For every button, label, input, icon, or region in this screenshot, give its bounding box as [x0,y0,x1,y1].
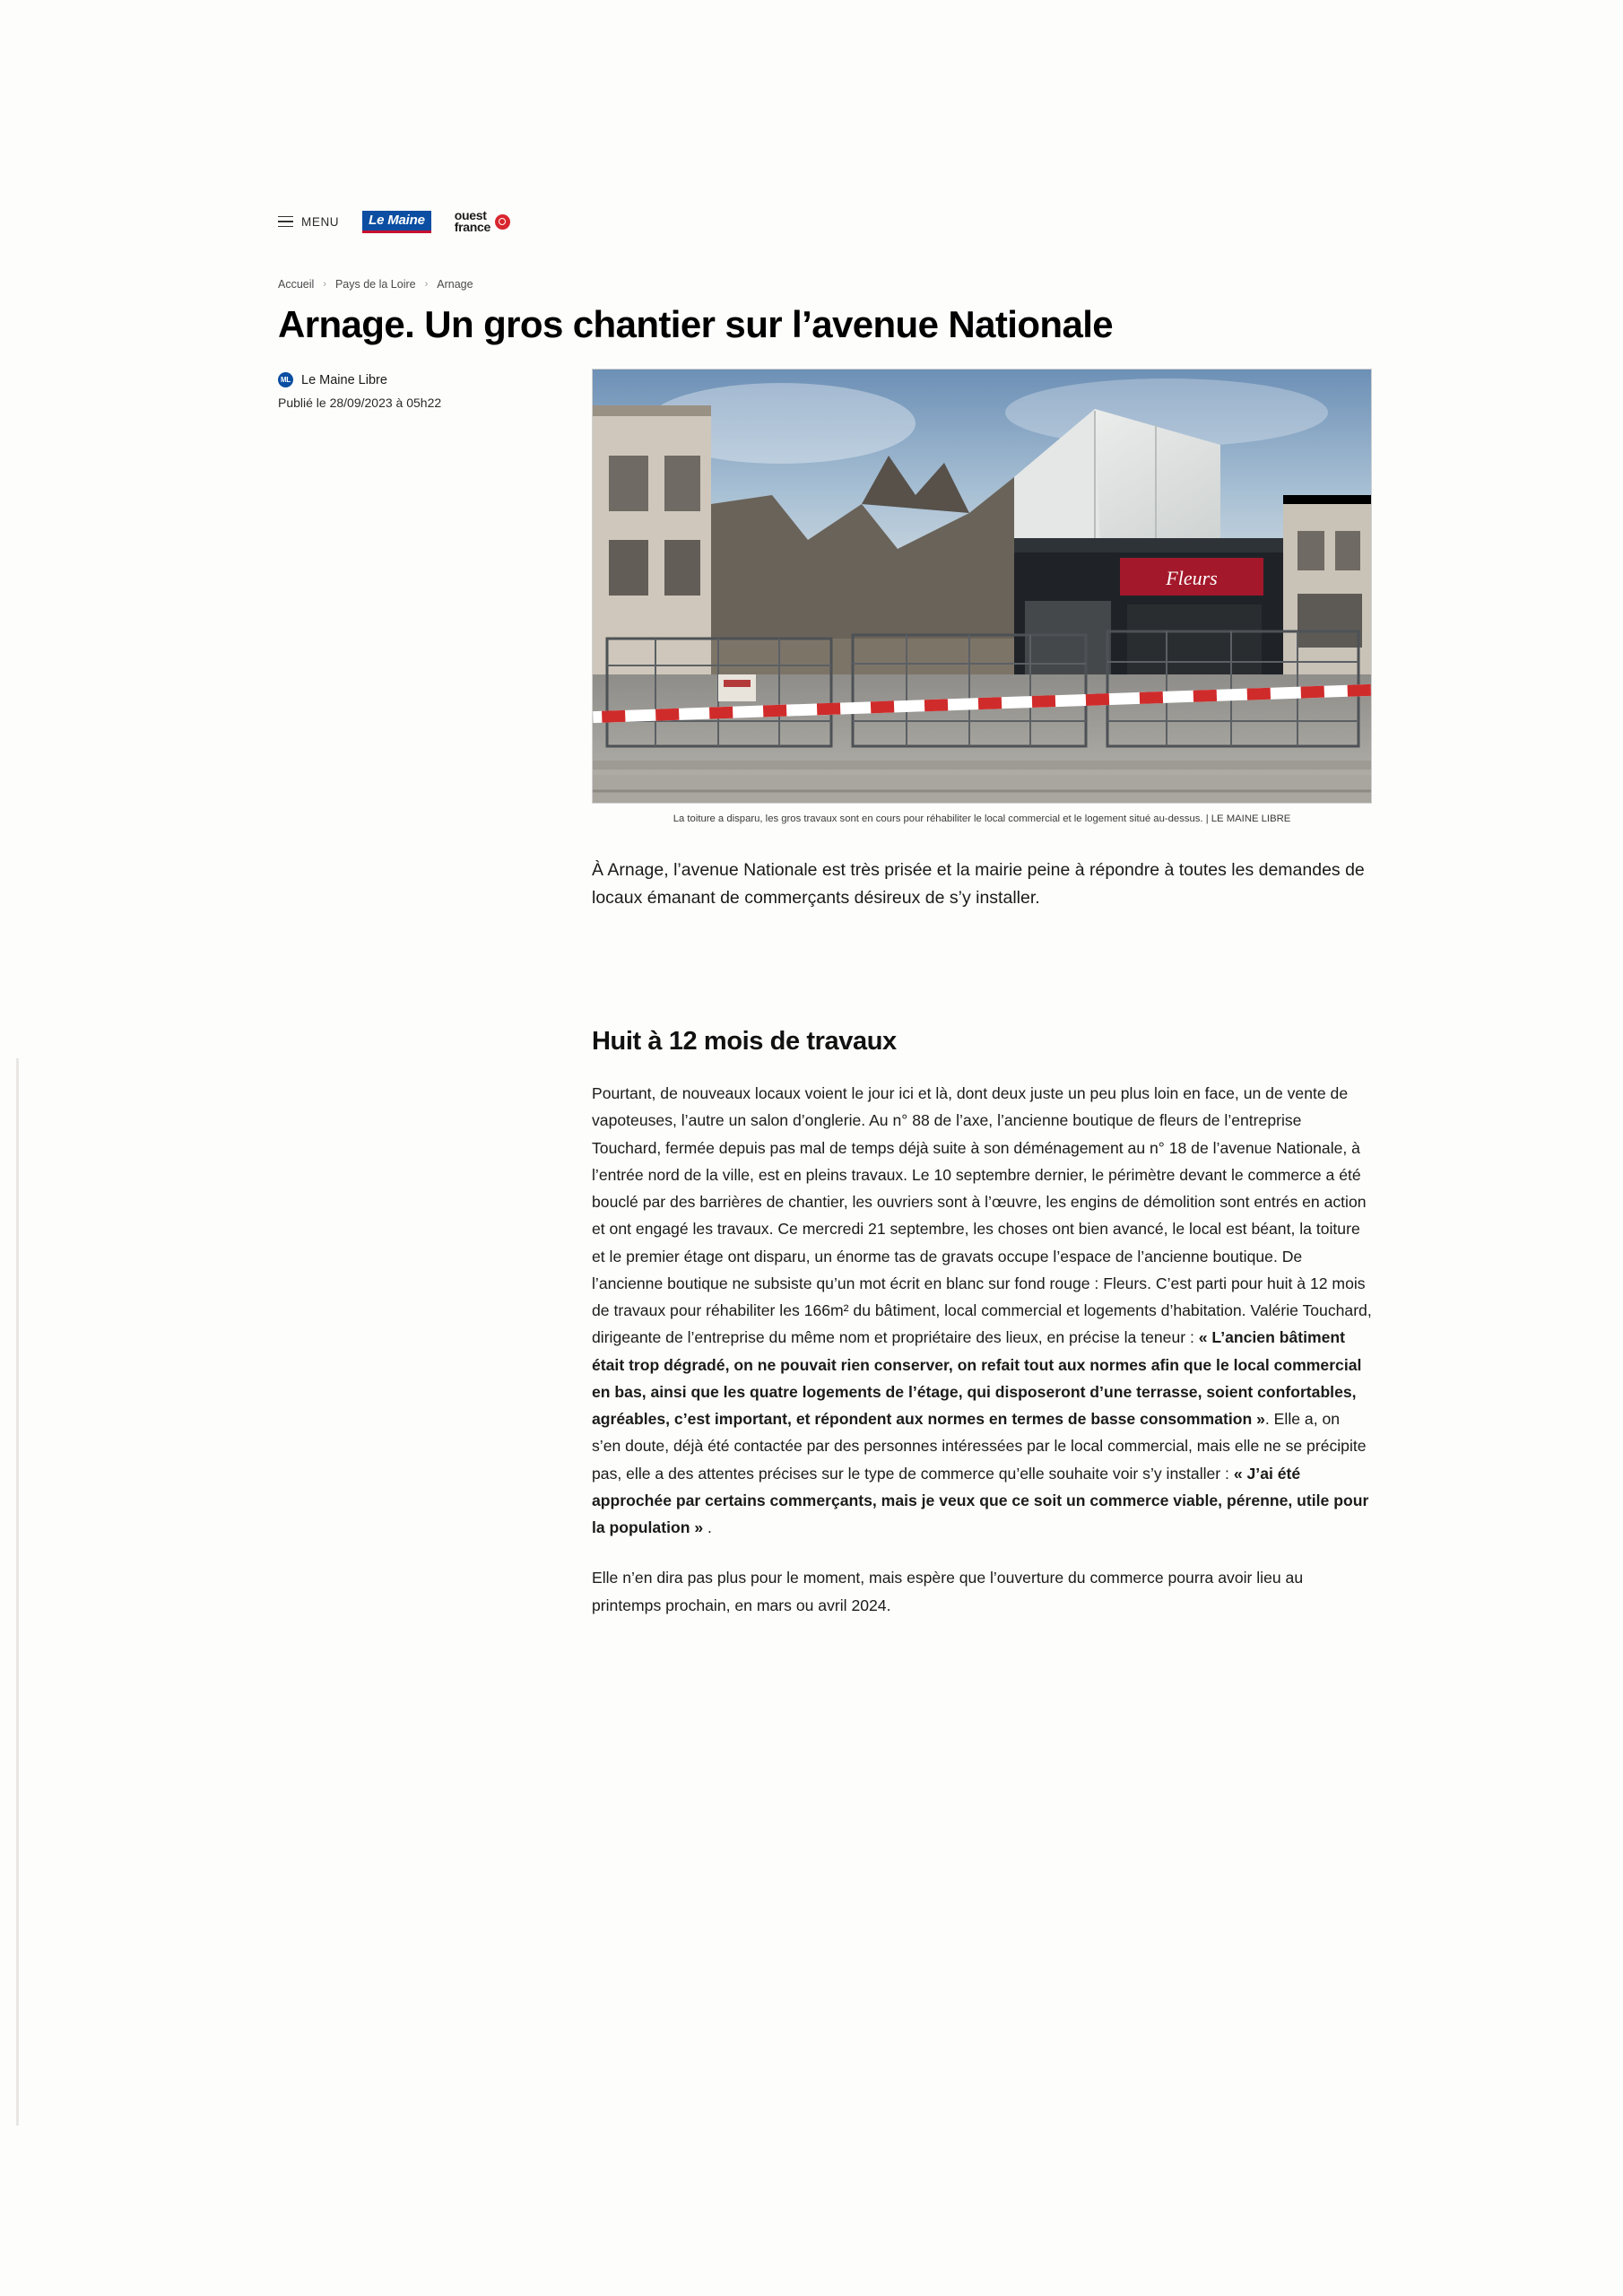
breadcrumb [278,278,1372,291]
ouest-france-line2: france [454,220,490,234]
image-caption: La toiture a disparu, les gros travaux sont en cours pour réhabiliter le local commercial et le logement situé au-dessus. | LE MAINE LIBRE [673,813,1291,825]
pull-quote-1: « L’ancien bâtiment était trop dégradé, on ne pouvait rien conserver, on refait tout aux normes afin que le local commercial en bas, ainsi que les quatre logements de l’étage, qui disposeront d’une terrasse, soient confortables, agréables, c’est important, et répondent aux normes en termes de basse consommation » [592,1328,1362,1428]
site-header [278,206,1372,237]
breadcrumb-item-accueil[interactable]: Accueil [278,278,315,291]
ouest-france-dot-icon [495,214,510,230]
byline-row [278,372,570,387]
breadcrumb-item-pays-de-la-loire[interactable]: Pays de la Loire [334,278,416,291]
pull-quote-2: « J’ai été approchée par certains commerçants, mais je veux que ce soit un commerce viable, pérenne, utile pour la population » [592,1464,1369,1536]
hero-figure [592,369,1372,826]
scan-edge-artifact [16,1058,19,2126]
breadcrumb-separator-icon: › [424,279,429,290]
breadcrumb-item-arnage[interactable]: Arnage [437,278,473,291]
logo-le-maine-libre[interactable]: Le Maine [362,211,431,233]
article-body [592,857,1372,1618]
paragraph-1-part-a: Pourtant, de nouveaux locaux voient le jour ici et là, dont deux juste un peu plus loin en face, un de vente de vapoteuses, l’autre un salon d’onglerie. Au n° 88 de l’axe, l’ancienne boutique de fleurs de l’entreprise Touchard, fermée depuis pas mal de temps déjà suite à son déménagement au n° 18 de l’avenue Nationale, à l’entrée nord de la ville, est en pleins travaux. Le 10 septembre dernier, le périmètre devant le commerce a été bouclé par des barrières de chantier, les ouvriers sont à l’œuvre, les engins de démolition sont entrés en action et ont engagé les travaux. Ce mercredi 21 septembre, les choses ont bien avancé, le local est béant, la toiture et le premier étage ont disparu, un énorme tas de gravats occupe l’espace de l’ancienne boutique. De l’ancienne boutique ne subsiste qu’un mot écrit en blanc sur fond rouge : Fleurs. C’est parti pour huit à 12 mois de travaux pour réhabiliter les 166m² du bâtiment, local commercial et logements d’habitation. Valérie Touchard, dirigeante de l’entreprise du même nom et propriétaire des lieux, en précise la teneur : [592,1084,1372,1347]
author-name: Le Maine Libre [301,372,387,387]
paragraph-1-part-c: . [703,1518,712,1536]
page-title: Arnage. Un gros chantier sur l’avenue Nationale [278,303,1114,345]
article-paragraph-2: Elle n’en dira pas plus pour le moment, mais espère que l’ouverture du commerce pourra avoir lieu au printemps prochain, en mars ou avril 2024. [592,1569,1304,1614]
article-page [278,206,1372,1634]
article-top [278,369,1372,826]
article-standfirst: À Arnage, l’avenue Nationale est très prisée et la mairie peine à répondre à toutes les demandes de locaux émanant de commerçants désireux de s’y installer. [592,860,1365,909]
breadcrumb-separator-icon: › [323,279,326,290]
hero-image [592,369,1372,804]
menu-label: MENU [301,214,340,229]
hamburger-icon [278,216,293,228]
section-subheading: Huit à 12 mois de travaux [592,1027,897,1056]
menu-button[interactable] [278,215,339,229]
ouest-france-wordmark [455,210,490,233]
paragraph-1-part-b: . Elle a, on s’en doute, déjà été contactée par des personnes intéressées par le local commercial, mais elle ne se précipite pas, elle a des attentes précises sur le type de commerce qu’elle souhaite voir s’y installer : [592,1410,1367,1483]
ouest-france-line1: ouest [454,208,487,223]
byline-block [278,369,570,826]
logo-ouest-france[interactable] [455,210,510,233]
avatar: ML [278,372,293,387]
svg-text:Fleurs: Fleurs [1166,567,1218,590]
published-date: Publié le 28/09/2023 à 05h22 [278,396,442,411]
article-paragraph-1 [592,1080,1372,1541]
